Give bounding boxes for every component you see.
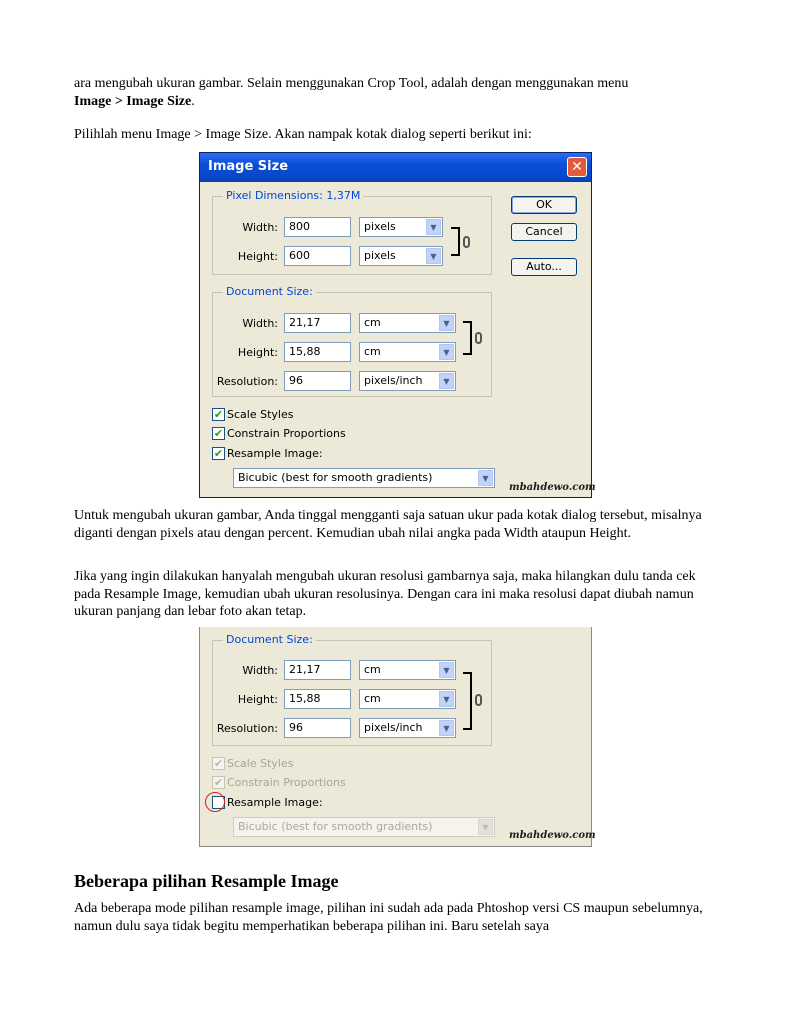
constrain-proportions-label: Constrain Proportions xyxy=(227,427,346,440)
resample-method-select[interactable] xyxy=(233,817,495,837)
doc-width-input[interactable]: 21,17 xyxy=(284,313,351,333)
chevron-down-icon: ▼ xyxy=(439,373,454,389)
document-size-crop xyxy=(199,627,596,847)
watermark: mbahdewo.com xyxy=(509,830,596,841)
resolution-input[interactable]: 96 xyxy=(284,718,351,738)
doc-height-unit-select[interactable] xyxy=(359,342,456,362)
resolution-label: Resolution: xyxy=(216,375,278,388)
resolution-label: Resolution: xyxy=(216,722,278,735)
intro-text: ara mengubah ukuran gambar. Selain menggunakan Crop Tool, adalah dengan menggunakan menu xyxy=(74,76,629,91)
resample-method-value: Bicubic (best for smooth gradients) xyxy=(238,820,433,833)
document-size-legend: Document Size: xyxy=(223,633,316,646)
doc-width-unit-value: cm xyxy=(364,316,381,329)
doc-height-unit-value: cm xyxy=(364,345,381,358)
doc-width-unit-select[interactable] xyxy=(359,660,456,680)
watermark: mbahdewo.com xyxy=(509,482,596,493)
dialog-title: Image Size xyxy=(208,159,289,174)
resample-image-label: Resample Image: xyxy=(227,796,323,809)
image-size-dialog xyxy=(199,152,596,498)
ok-button[interactable]: OK xyxy=(511,196,577,214)
chevron-down-icon: ▼ xyxy=(439,344,454,360)
scale-styles-label: Scale Styles xyxy=(227,408,294,421)
pixel-dimensions-group xyxy=(212,189,492,275)
paragraph-5: Ada beberapa mode pilihan resample image, pilihan ini sudah ada pada Phtoshop versi CS maupun sebelumnya, namun dulu saya tidak begitu memperhatikan beberapa pilihan ini. Baru setelah saya xyxy=(74,901,703,934)
link-icon xyxy=(475,694,482,706)
chevron-down-icon: ▼ xyxy=(439,315,454,331)
doc-width-label: Width: xyxy=(242,664,278,677)
constrain-proportions-checkbox[interactable]: ✔ xyxy=(213,427,224,440)
doc-width-input[interactable]: 21,17 xyxy=(284,660,351,680)
doc-height-input[interactable]: 15,88 xyxy=(284,342,351,362)
doc-width-unit-value: cm xyxy=(364,663,381,676)
document-size-legend: Document Size: xyxy=(223,285,316,298)
intro-bold: Image > Image Size xyxy=(74,93,192,109)
resolution-unit-value: pixels/inch xyxy=(364,721,423,734)
doc-width-unit-select[interactable] xyxy=(359,313,456,333)
scale-styles-label: Scale Styles xyxy=(227,757,294,770)
scale-styles-checkbox[interactable]: ✔ xyxy=(213,757,224,770)
doc-height-input[interactable]: 15,88 xyxy=(284,689,351,709)
constrain-bracket xyxy=(463,321,472,355)
resolution-unit-value: pixels/inch xyxy=(364,374,423,387)
height-unit-value: pixels xyxy=(364,249,396,262)
resample-image-checkbox[interactable]: ✔ xyxy=(213,447,224,460)
constrain-proportions-label: Constrain Proportions xyxy=(227,776,346,789)
width-unit-select[interactable] xyxy=(359,217,443,237)
doc-height-unit-value: cm xyxy=(364,692,381,705)
chevron-down-icon: ▼ xyxy=(478,819,493,835)
resample-method-value: Bicubic (best for smooth gradients) xyxy=(238,471,433,484)
scale-styles-checkbox[interactable]: ✔ xyxy=(213,408,224,421)
height-input[interactable]: 600 xyxy=(284,246,351,266)
constrain-bracket xyxy=(463,672,472,730)
section-heading: Beberapa pilihan Resample Image xyxy=(74,871,339,891)
intro-paragraph xyxy=(74,75,724,110)
cancel-button[interactable]: Cancel xyxy=(511,223,577,241)
width-input[interactable]: 800 xyxy=(284,217,351,237)
resample-image-label: Resample Image: xyxy=(227,447,323,460)
close-icon[interactable]: ✕ xyxy=(567,157,587,177)
intro-end: . xyxy=(191,93,195,109)
width-unit-value: pixels xyxy=(364,220,396,233)
doc-height-label: Height: xyxy=(237,346,278,359)
paragraph-3: Untuk mengubah ukuran gambar, Anda tinggal mengganti saja satuan ukur pada kotak dialog tersebut, misalnya diganti dengan pixels atau dengan percent. Kemudian ubah nilai angka pada Width ataupun Height. xyxy=(74,508,702,541)
width-label: Width: xyxy=(242,221,278,234)
chevron-down-icon: ▼ xyxy=(439,720,454,736)
paragraph-2: Pilihlah menu Image > Image Size. Akan nampak kotak dialog seperti berikut ini: xyxy=(74,127,532,142)
doc-height-unit-select[interactable] xyxy=(359,689,456,709)
doc-height-label: Height: xyxy=(237,693,278,706)
resolution-input[interactable]: 96 xyxy=(284,371,351,391)
chevron-down-icon: ▼ xyxy=(439,662,454,678)
constrain-proportions-checkbox[interactable]: ✔ xyxy=(213,776,224,789)
highlight-circle xyxy=(205,792,225,812)
resample-method-select[interactable] xyxy=(233,468,495,488)
chevron-down-icon: ▼ xyxy=(426,248,441,264)
title-bar xyxy=(200,153,591,182)
paragraph-4: Jika yang ingin dilakukan hanyalah mengubah ukuran resolusi gambarnya saja, maka hilangkan dulu tanda cek pada Resample Image, kemudian ubah ukuran resolusinya. Dengan cara ini maka resolusi dapat diubah namun ukuran panjang dan lebar foto akan tetap. xyxy=(74,569,696,619)
resolution-unit-select[interactable] xyxy=(359,718,456,738)
chevron-down-icon: ▼ xyxy=(439,691,454,707)
doc-width-label: Width: xyxy=(242,317,278,330)
constrain-bracket xyxy=(451,227,460,256)
pixel-dimensions-legend: Pixel Dimensions: 1,37M xyxy=(223,189,363,202)
auto-button[interactable]: Auto... xyxy=(511,258,577,276)
link-icon xyxy=(463,236,470,248)
height-unit-select[interactable] xyxy=(359,246,443,266)
resolution-unit-select[interactable] xyxy=(359,371,456,391)
height-label: Height: xyxy=(237,250,278,263)
link-icon xyxy=(475,332,482,344)
chevron-down-icon: ▼ xyxy=(478,470,493,486)
chevron-down-icon: ▼ xyxy=(426,219,441,235)
